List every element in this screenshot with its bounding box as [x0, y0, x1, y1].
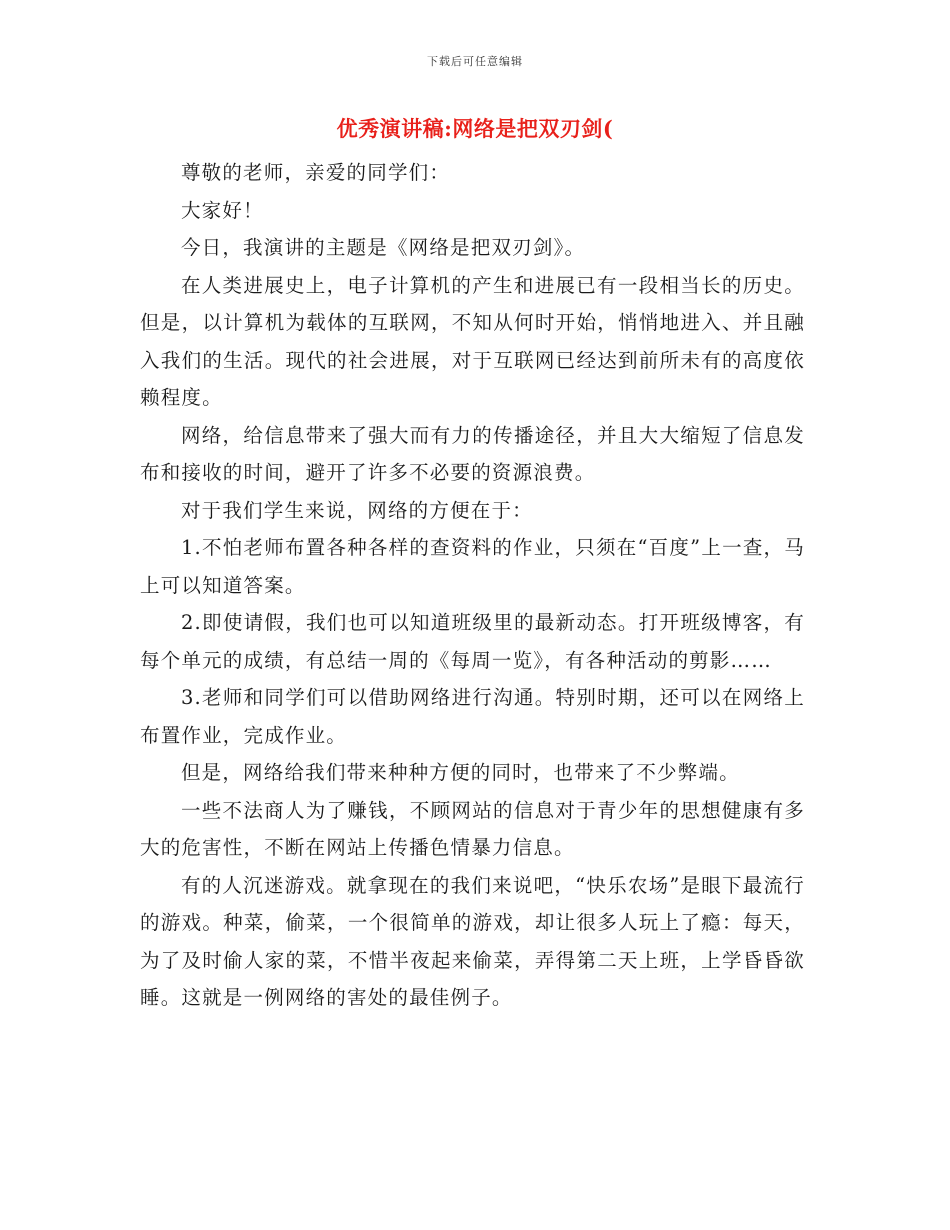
paragraph-students-intro: 对于我们学生来说，网络的方便在于：	[180, 498, 533, 522]
document-title: 优秀演讲稿:网络是把双刃剑(	[336, 116, 614, 141]
paragraph-illegal-merchants: 一些不法商人为了赚钱，不顾网站的信息对于青少年的思想健康有多大的危害性，不断在网站上传播色情暴力信息。	[140, 798, 805, 859]
paragraph-game-addiction: 有的人沉迷游戏。就拿现在的我们来说吧，“快乐农场”是眼下最流行的游戏。种菜，偷菜，一个很简单的游戏，却让很多人玩上了瘾：每天，为了及时偷人家的菜，不惜半夜起来偷菜，弄得第二天上班，上学昏昏欲睡。这就是一例网络的害处的最佳例子。	[140, 873, 805, 1009]
paragraph-point-1: 1.不怕老师布置各种各样的查资料的作业，只须在“百度”上一查，马上可以知道答案。	[140, 536, 805, 597]
paragraph-greeting: 大家好！	[180, 198, 264, 222]
paragraph-history: 在人类进展史上，电子计算机的产生和进展已有一段相当长的历史。但是，以计算机为载体的互联网，不知从何时开始，悄悄地进入、并且融入我们的生活。现代的社会进展，对于互联网已经达到前所未有的高度依赖程度。	[140, 273, 805, 409]
paragraph-network-benefit: 网络，给信息带来了强大而有力的传播途径，并且大大缩短了信息发布和接收的时间，避开了许多不必要的资源浪费。	[140, 423, 805, 484]
paragraph-point-2: 2.即使请假，我们也可以知道班级里的最新动态。打开班级博客，有每个单元的成绩，有总结一周的《每周一览》，有各种活动的剪影……	[140, 611, 805, 672]
document-body	[140, 154, 805, 1017]
header-note: 下载后可任意编辑	[427, 55, 523, 68]
paragraph-drawbacks: 但是，网络给我们带来种种方便的同时，也带来了不少弊端。	[180, 761, 740, 784]
paragraph-point-3: 3.老师和同学们可以借助网络进行沟通。特别时期，还可以在网络上布置作业，完成作业。	[140, 686, 805, 747]
paragraph-salutation: 尊敬的老师，亲爱的同学们：	[180, 161, 451, 184]
paragraph-topic: 今日，我演讲的主题是《网络是把双刃剑》。	[180, 236, 586, 259]
